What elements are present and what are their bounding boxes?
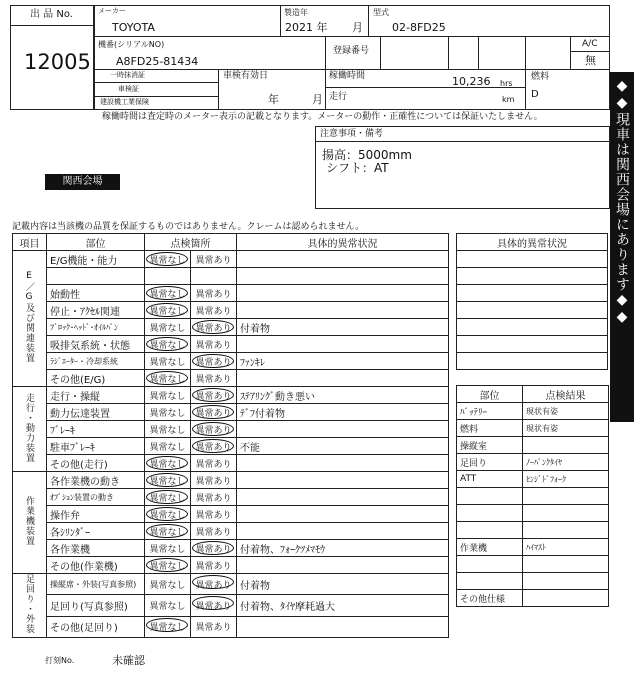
part-cell: [47, 268, 145, 285]
detail-cell: [237, 455, 449, 472]
right-detail-cell: [457, 268, 608, 285]
group-engine: [13, 251, 47, 387]
results-value-cell: [523, 556, 609, 573]
status-abnormal-cell: [191, 421, 237, 438]
status-normal-label: 異常なし: [149, 623, 186, 634]
status-abnormal-cell: [191, 472, 237, 489]
results-part-cell: その他仕様: [457, 590, 523, 607]
detail-cell: ｽﾃｱﾘﾝｸﾞ動き悪い: [237, 387, 449, 404]
results-table: [456, 385, 609, 607]
year-value: 2021 年: [285, 21, 328, 34]
status-normal-label: 異常なし: [149, 527, 186, 538]
detail-cell: 付着物: [237, 319, 449, 336]
inspection-expiry-label: 車検有効日: [223, 71, 269, 81]
table-row: [13, 472, 449, 489]
status-abnormal-cell: [191, 387, 237, 404]
ac-value: 無: [585, 54, 596, 67]
remarks-label: 注意事項・備考: [320, 129, 384, 139]
selection-circle: [146, 371, 188, 385]
stamp-value: 未確認: [112, 654, 145, 667]
selection-circle: [146, 473, 188, 487]
table-row: [13, 595, 449, 616]
status-abnormal-cell: [191, 616, 237, 637]
status-abnormal-label: 異常あり: [195, 408, 232, 419]
ac-label: A/C: [582, 39, 598, 49]
part-cell: 始動性: [47, 285, 145, 302]
fuel-label: 燃料: [531, 72, 550, 82]
expiry-month-unit: 月: [312, 93, 323, 106]
part-cell: 動力伝達装置: [47, 404, 145, 421]
results-row: [457, 420, 609, 437]
results-row: [457, 403, 609, 420]
detail-cell: [237, 506, 449, 523]
status-normal-cell: [145, 557, 191, 574]
status-normal-cell: [145, 404, 191, 421]
col-check: 点検箇所: [145, 234, 237, 251]
results-row: [457, 505, 609, 522]
results-row: [457, 488, 609, 505]
results-part-cell: ATT: [457, 471, 523, 488]
status-normal-cell: [145, 523, 191, 540]
table-row: [13, 523, 449, 540]
status-normal-cell: [145, 438, 191, 455]
status-normal-cell: [145, 421, 191, 438]
part-cell: 足回り(写真参照): [47, 595, 145, 616]
status-abnormal-label: 異常あり: [195, 289, 232, 300]
col-detail: 具体的異常状況: [237, 234, 449, 251]
expiry-year-unit: 年: [268, 93, 279, 106]
selection-circle: [146, 303, 188, 317]
status-abnormal-cell: [191, 268, 237, 285]
hours-label: 稼働時間: [329, 71, 366, 81]
status-normal-cell: [145, 387, 191, 404]
results-row: [457, 471, 609, 488]
status-abnormal-label: 異常あり: [195, 476, 232, 487]
status-abnormal-label: 異常あり: [195, 493, 232, 504]
registration-label: 登録番号: [333, 46, 370, 56]
status-normal-cell: [145, 489, 191, 506]
group-foot: [13, 574, 47, 638]
results-row: [457, 522, 609, 539]
detail-cell: [237, 336, 449, 353]
selection-circle: [146, 286, 188, 300]
part-cell: その他(走行): [47, 455, 145, 472]
status-normal-label: 異常なし: [149, 510, 186, 521]
table-row: [13, 506, 449, 523]
selection-circle: [192, 575, 234, 589]
results-part-cell: 作業機: [457, 539, 523, 556]
detail-cell: [237, 489, 449, 506]
detail-cell: [237, 616, 449, 637]
status-abnormal-label: 異常あり: [195, 561, 232, 572]
hours-value: 10,236: [452, 75, 491, 88]
status-normal-cell: [145, 540, 191, 557]
fuel-value: D: [531, 89, 539, 100]
status-abnormal-cell: [191, 438, 237, 455]
results-row: [457, 454, 609, 471]
lot-label: 出 品 No.: [30, 9, 73, 20]
status-abnormal-label: 異常あり: [195, 527, 232, 538]
serial-value: A8FD25-81434: [116, 55, 199, 68]
detail-cell: [237, 285, 449, 302]
table-row: [13, 336, 449, 353]
inspection-table: [12, 233, 449, 638]
remarks-line-1: 揚高：5000mm: [322, 148, 412, 162]
right-detail-cell: [457, 251, 608, 268]
results-value-cell: 現状有姿: [523, 420, 609, 437]
group-work: [13, 472, 47, 574]
part-cell: その他(足回り): [47, 616, 145, 637]
part-cell: ﾌﾞﾛｯｸ･ﾍｯﾄﾞ･ｵｲﾙﾊﾟﾝ: [47, 319, 145, 336]
results-part-cell: 足回り: [457, 454, 523, 471]
results-value-cell: [523, 488, 609, 505]
group-drive-label: 走行・動力装置: [24, 392, 34, 463]
status-normal-label: 異常なし: [149, 459, 186, 470]
status-abnormal-cell: [191, 455, 237, 472]
detail-cell: ﾃﾞﾌ付着物: [237, 404, 449, 421]
results-part-cell: 操縦室: [457, 437, 523, 454]
location-banner: [610, 72, 634, 422]
status-normal-label: 異常なし: [149, 374, 186, 385]
right-detail-table: [456, 233, 608, 370]
part-cell: 各作業機の動き: [47, 472, 145, 489]
status-normal-cell: [145, 251, 191, 268]
results-value-cell: ﾋﾝｼﾞﾄﾞﾌｫｰｸ: [523, 471, 609, 488]
status-abnormal-cell: [191, 404, 237, 421]
status-abnormal-cell: [191, 506, 237, 523]
maker-value: TOYOTA: [112, 21, 155, 34]
status-abnormal-cell: [191, 251, 237, 268]
stamp-label: 打刻No.: [45, 656, 75, 665]
status-abnormal-label: 異常あり: [195, 510, 232, 521]
status-abnormal-label: 異常あり: [195, 357, 232, 368]
table-row: [13, 455, 449, 472]
selection-circle: [146, 490, 188, 504]
selection-circle: [192, 541, 234, 555]
status-normal-cell: [145, 319, 191, 336]
travel-unit: km: [502, 95, 515, 104]
status-normal-label: 異常なし: [149, 289, 186, 300]
part-cell: ﾗｼﾞｴｰﾀｰ・冷却系統: [47, 353, 145, 370]
status-abnormal-label: 異常あり: [195, 425, 232, 436]
selection-circle: [192, 388, 234, 402]
results-part-cell: [457, 522, 523, 539]
right-detail-cell: [457, 302, 608, 319]
part-cell: 操縦席・外装(写真参照): [47, 574, 145, 595]
status-normal-label: 異常なし: [149, 561, 186, 572]
travel-label: 走行: [329, 92, 348, 102]
table-row: [13, 557, 449, 574]
status-normal-label: 異常なし: [149, 323, 186, 334]
status-abnormal-cell: [191, 574, 237, 595]
table-row: [13, 387, 449, 404]
status-normal-cell: [145, 285, 191, 302]
results-value-cell: ﾊｲﾏｽﾄ: [523, 539, 609, 556]
status-abnormal-label: 異常あり: [195, 544, 232, 555]
status-abnormal-label: 異常あり: [195, 255, 232, 266]
part-cell: 操作弁: [47, 506, 145, 523]
part-cell: 各作業機: [47, 540, 145, 557]
detail-cell: [237, 251, 449, 268]
part-cell: その他(E/G): [47, 370, 145, 387]
results-part-cell: [457, 573, 523, 590]
table-row: [13, 319, 449, 336]
detail-cell: [237, 302, 449, 319]
table-row: [13, 574, 449, 595]
results-row: [457, 556, 609, 573]
selection-circle: [146, 507, 188, 521]
results-row: [457, 437, 609, 454]
maker-label: メーカー: [98, 7, 126, 15]
status-normal-cell: [145, 302, 191, 319]
status-abnormal-cell: [191, 285, 237, 302]
table-row: [13, 540, 449, 557]
status-normal-label: 異常なし: [149, 357, 186, 368]
group-foot-label: 足回り・外装: [24, 574, 34, 634]
status-abnormal-cell: [191, 595, 237, 616]
results-value-cell: [523, 505, 609, 522]
detail-cell: [237, 268, 449, 285]
hours-notice: 稼働時間は査定時のメーター表示の記載となります。メーターの動作・正確性については保証いたしません。: [102, 112, 543, 122]
status-normal-label: 異常なし: [149, 306, 186, 317]
selection-circle: [192, 354, 234, 368]
status-normal-label: 異常なし: [149, 340, 186, 351]
table-row: [13, 489, 449, 506]
status-abnormal-label: 異常あり: [195, 391, 232, 402]
location-banner-text: ◆◆現車は関西会場にあります◆◆: [614, 78, 630, 326]
group-work-label: 作業機装置: [24, 496, 34, 546]
table-row: [13, 421, 449, 438]
lot-number: 12005: [24, 50, 91, 74]
table-row: [13, 302, 449, 319]
model-value: 02-8FD25: [392, 21, 446, 34]
status-abnormal-cell: [191, 370, 237, 387]
status-abnormal-cell: [191, 523, 237, 540]
results-value-cell: [523, 590, 609, 607]
table-row: [13, 404, 449, 421]
hours-unit: hrs: [500, 79, 513, 88]
construction-cert-label: 建設機工業保険: [100, 98, 149, 106]
status-abnormal-label: 異常あり: [195, 623, 232, 634]
table-row: [13, 251, 449, 268]
selection-circle: [146, 524, 188, 538]
results-value-cell: [523, 573, 609, 590]
table-row: [13, 268, 449, 285]
part-cell: 吸排気系統・状態: [47, 336, 145, 353]
part-cell: 走行・操縦: [47, 387, 145, 404]
status-normal-label: 異常なし: [149, 408, 186, 419]
status-normal-cell: [145, 506, 191, 523]
detail-cell: 付着物、ﾌｫｰｸﾂﾒﾏﾓｳ: [237, 540, 449, 557]
right-detail-header: 具体的異常状況: [457, 234, 608, 251]
status-normal-cell: [145, 595, 191, 616]
status-normal-label: 異常なし: [149, 255, 186, 266]
detail-cell: [237, 472, 449, 489]
status-abnormal-label: 異常あり: [195, 340, 232, 351]
status-abnormal-cell: [191, 489, 237, 506]
status-abnormal-label: 異常あり: [195, 442, 232, 453]
year-month-unit: 月: [352, 21, 363, 34]
status-normal-label: 異常なし: [149, 391, 186, 402]
table-row: [13, 285, 449, 302]
part-cell: ﾌﾞﾚｰｷ: [47, 421, 145, 438]
results-value-cell: ﾉｰﾊﾟﾝｸﾀｲﾔ: [523, 454, 609, 471]
selection-circle: [146, 558, 188, 572]
right-detail-cell: [457, 285, 608, 302]
status-abnormal-cell: [191, 336, 237, 353]
col-part: 部位: [47, 234, 145, 251]
status-normal-label: 異常なし: [149, 442, 186, 453]
col-item: 項目: [13, 234, 47, 251]
status-normal-cell: [145, 455, 191, 472]
detail-cell: [237, 523, 449, 540]
selection-circle: [146, 456, 188, 470]
detail-cell: [237, 557, 449, 574]
status-normal-label: 異常なし: [149, 476, 186, 487]
right-detail-cell: [457, 319, 608, 336]
status-normal-cell: [145, 336, 191, 353]
selection-circle: [146, 252, 188, 266]
status-abnormal-cell: [191, 319, 237, 336]
model-label: 型式: [373, 8, 389, 17]
status-abnormal-label: 異常あり: [195, 306, 232, 317]
part-cell: 駐車ﾌﾞﾚｰｷ: [47, 438, 145, 455]
detail-cell: 付着物: [237, 574, 449, 595]
part-cell: 各ｼﾘﾝﾀﾞｰ: [47, 523, 145, 540]
group-engine-label: E／G及び関連装置: [24, 271, 34, 363]
part-cell: E/G機能・能力: [47, 251, 145, 268]
detail-cell: [237, 370, 449, 387]
table-row: [13, 353, 449, 370]
status-abnormal-label: 異常あり: [195, 374, 232, 385]
status-normal-label: 異常なし: [149, 601, 186, 612]
status-abnormal-label: 異常あり: [195, 601, 232, 612]
selection-circle: [146, 618, 188, 632]
status-normal-label: 異常なし: [149, 493, 186, 504]
status-normal-cell: [145, 353, 191, 370]
group-drive: [13, 387, 47, 472]
status-normal-cell: [145, 370, 191, 387]
selection-circle: [146, 337, 188, 351]
part-cell: その他(作業機): [47, 557, 145, 574]
part-cell: 停止・ｱｸｾﾙ関連: [47, 302, 145, 319]
detail-cell: 付着物、ﾀｲﾔ摩耗過大: [237, 595, 449, 616]
results-part-cell: [457, 488, 523, 505]
status-abnormal-label: 異常あり: [195, 323, 232, 334]
status-normal-label: 異常なし: [149, 544, 186, 555]
results-value-cell: [523, 522, 609, 539]
results-part-cell: [457, 556, 523, 573]
status-normal-label: 異常なし: [149, 580, 186, 591]
status-abnormal-label: 異常あり: [195, 459, 232, 470]
selection-circle: [192, 405, 234, 419]
right-detail-cell: [457, 336, 608, 353]
results-col-result: 点検結果: [523, 386, 609, 403]
status-abnormal-cell: [191, 353, 237, 370]
status-normal-cell: [145, 268, 191, 285]
selection-circle: [192, 439, 234, 453]
year-label: 製造年: [284, 8, 308, 17]
quality-notice: 記載内容は当該機の品質を保証するものではありません。クレームは認められません。: [12, 222, 365, 232]
selection-circle: [192, 320, 234, 334]
venue-badge: 関西会場: [45, 174, 120, 190]
table-row: [13, 370, 449, 387]
table-row: [13, 616, 449, 637]
results-row: [457, 590, 609, 607]
detail-cell: 不能: [237, 438, 449, 455]
status-normal-cell: [145, 616, 191, 637]
temp-permit-label: 一時抹消証: [110, 71, 145, 79]
status-normal-label: 異常なし: [149, 425, 186, 436]
status-abnormal-label: 異常あり: [195, 580, 232, 591]
status-abnormal-cell: [191, 302, 237, 319]
results-row: [457, 573, 609, 590]
status-abnormal-cell: [191, 540, 237, 557]
right-detail-cell: [457, 353, 608, 370]
results-part-cell: ﾊﾞｯﾃﾘｰ: [457, 403, 523, 420]
results-value-cell: [523, 437, 609, 454]
serial-label: 機番(シリアルNO): [98, 40, 165, 49]
part-cell: ｵﾌﾟｼｮﾝ装置の動き: [47, 489, 145, 506]
table-row: [13, 438, 449, 455]
results-col-part: 部位: [457, 386, 523, 403]
results-part-cell: 燃料: [457, 420, 523, 437]
selection-circle: [192, 422, 234, 436]
results-value-cell: 現状有姿: [523, 403, 609, 420]
detail-cell: [237, 421, 449, 438]
remarks-line-2: シフト：AT: [326, 161, 389, 175]
results-part-cell: [457, 505, 523, 522]
detail-cell: ﾌｧﾝｷﾚ: [237, 353, 449, 370]
status-normal-cell: [145, 472, 191, 489]
inspection-cert-label: 車検証: [118, 85, 139, 93]
status-normal-cell: [145, 574, 191, 595]
status-abnormal-cell: [191, 557, 237, 574]
results-row: [457, 539, 609, 556]
